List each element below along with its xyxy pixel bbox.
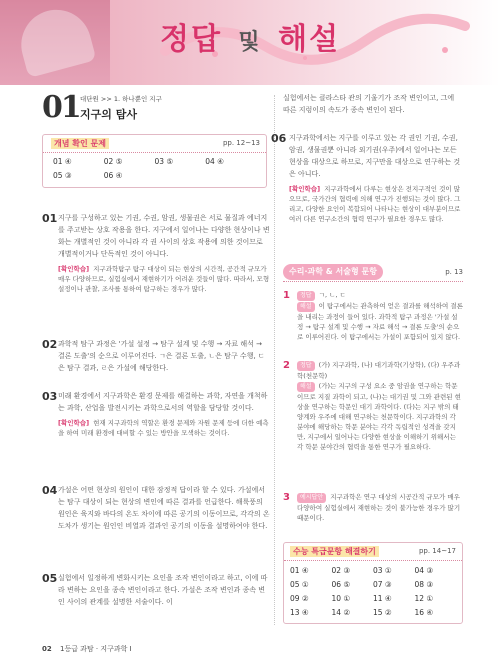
question-body — [297, 492, 463, 523]
page-title — [160, 14, 340, 58]
item-text — [58, 572, 270, 608]
suneung-item: 05 ① — [290, 580, 309, 589]
note-text: 현재 지구과학의 역할은 환경 문제와 자원 문제 등에 더한 예측을 하여 미래 환경에 대비할 수 있는 방안을 모색하는 것이다. — [58, 419, 269, 437]
answer-grid — [43, 153, 266, 183]
question-number: 1 — [283, 290, 290, 301]
note-tag: [확인학습] — [58, 265, 90, 273]
suneung-item: 12 ① — [414, 594, 434, 603]
item-number: 06 — [271, 132, 287, 145]
answer-value: ㄱ, ㄴ, ㄷ — [318, 291, 346, 299]
column-divider — [274, 95, 275, 625]
suneung-item: 03 ① — [373, 566, 392, 575]
question-body — [297, 290, 463, 342]
note-text: 지구과학탐구 탐구 대상이 되는 현상의 시간적, 공간적 규모가 매우 다양하므로, 실험실에서 재현하기가 어려운 것들이 많다. 따라서, 모형 설정이나 관찰, 조사를 통하여 탐구하는 경우가 많다. — [58, 265, 270, 293]
item-number: 03 — [42, 390, 58, 403]
item-note — [289, 184, 463, 224]
grade-section-pages: p. 13 — [445, 268, 463, 276]
title-word-mid: 및 — [238, 29, 262, 55]
right-column — [271, 92, 463, 632]
question-number: 3 — [283, 492, 290, 503]
answer-item: 01 ④ — [53, 157, 72, 166]
explanation-line — [297, 381, 463, 452]
answer-item — [155, 171, 206, 183]
answer-item: 05 ③ — [53, 171, 72, 180]
suneung-answer-box — [283, 542, 463, 624]
suneung-grid — [284, 561, 462, 623]
answer-box-header — [43, 135, 266, 153]
explanation-tag: 해설 — [297, 302, 315, 312]
answer-tag: 예시답안 — [297, 493, 326, 503]
explanation-text: (가)는 지구의 구성 요소 중 암권을 연구하는 학문이므로 지질 과학이 되고, (나)는 대기권 및 그와 관련된 현상을 연구하는 학문인 대기 과학이다. (다)는 지구 밖의 태양계와 우주에 대해 연구하는 천문학이다. 지구과학의 각 분야에 해당하는 학문 분야는 각각 독립적인 성격을 갖지만, 지구에서 일어나는 다양한 현상을 이해하기 위해서는 각 학문 분야간의 협력을 통한 연구가 필요하다. — [297, 382, 461, 451]
suneung-item: 16 ④ — [414, 608, 434, 617]
header-photo — [0, 0, 110, 85]
item-body: 지구과학에서는 지구를 이루고 있는 각 권인 기권, 수권, 암권, 생물권뿐 아니라 외기권(우주)에서 일어나는 모든 현상을 대상으로 하므로, 지구만을 대상으로 연구하는 것은 아니다. — [289, 134, 461, 178]
answer-tag: 정답 — [297, 361, 315, 371]
suneung-item: 15 ② — [373, 608, 392, 617]
answer-box — [42, 134, 267, 188]
explanation-text: 지구과학은 연구 대상의 시공간적 규모가 매우 다양하여 실험실에서 재현하는 것이 불가능한 경우가 많기 때문이다. — [297, 493, 461, 522]
note-tag: [확인학습] — [289, 185, 321, 193]
suneung-item: 07 ③ — [373, 580, 392, 589]
grade-section-header — [283, 264, 463, 282]
suneung-item: 09 ② — [290, 594, 309, 603]
left-column — [42, 90, 270, 632]
item-body: 과학적 탐구 과정은 '가설 설정 → 탐구 설계 및 수행 → 자료 해석 → 결론 도출'의 순으로 이루어진다. ㄱ은 결론 도출, ㄴ은 탐구 수행, ㄷ은 탐구 결과, ㄹ은 가설에 해당한다. — [58, 340, 265, 372]
item-number: 04 — [42, 484, 58, 497]
item-note — [58, 418, 270, 438]
continuation-body: 실험에서는 클라스타 관의 기울기가 조작 변인이고, 그에 따른 지렁이의 속도가 종속 변인이 된다. — [283, 94, 455, 114]
answer-item: 02 ⑤ — [103, 157, 123, 166]
item-text — [283, 132, 463, 224]
suneung-label: 수능 특급문항 해결하기 — [290, 546, 379, 557]
item-number: 05 — [42, 572, 58, 585]
item-body: 지구를 구성하고 있는 기권, 수권, 암권, 생물권은 서로 물질과 에너지를 주고받는 상호 작용을 한다. 지구에서 일어나는 다양한 현상이나 변화는 개별적인 것이 아니라 각 권 사이의 상호 작용에 의한 것이므로 개별적이거나 단독적인 것이 아니다. — [58, 214, 270, 258]
suneung-item: 13 ④ — [290, 608, 309, 617]
suneung-item: 02 ③ — [331, 566, 351, 575]
answer-item: 03 ⑤ — [154, 157, 174, 166]
item-body: 미래 환경에서 지구과학은 환경 문제를 해결하는 과학, 자연을 개척하는 과학, 산업을 발전시키는 과학으로서의 역할을 담당할 것이다. — [58, 392, 268, 412]
suneung-item: 04 ③ — [414, 566, 434, 575]
item-body: 가설은 어떤 현상의 원인이 대한 잠정적 답이라 할 수 있다. 가설에서는 탐구 대상이 되는 현상의 변인에 따른 결과를 언급한다. 해륙풍의 원인은 육지와 바다의 온도 차이에 따른 공기의 이동이므로, 각각의 온도차가 생기는 원인인 비열과 결과인 공기의 이동을 설명하여야 한다. — [58, 486, 270, 530]
answer-line — [297, 360, 463, 381]
section-heading — [42, 92, 267, 128]
page-footer — [42, 644, 132, 654]
answer-box-pages: pp. 12~13 — [222, 139, 260, 147]
explanation-text: 이 탐구에서는 관측하여 얻은 결과를 해석하여 결론을 내리는 과정이 들어 있다. 과학적 탐구 과정은 '가설 설정 → 탐구 설계 및 수행 → 자료 해석 → 결론 도출'의 순으로 이루어진다. 이 탐구에서는 가설이 포함되어 있지 않다. — [297, 302, 463, 341]
item-number: 01 — [42, 212, 58, 225]
item-note — [58, 264, 270, 294]
suneung-item: 08 ③ — [414, 580, 434, 589]
item-number: 02 — [42, 338, 58, 351]
breadcrumb: 대단원 >> 1. 하나뿐인 지구 — [80, 95, 162, 103]
question-number: 2 — [283, 360, 290, 371]
answer-value: (가) 지구과학, (나) 대기과학(기상학), (다) 우주과학(천문학) — [297, 361, 461, 380]
explanation-line — [297, 301, 463, 342]
suneung-pages: pp. 14~17 — [418, 547, 456, 555]
grade-section-label: 수리·과학 & 서술형 문항 — [283, 264, 383, 280]
answer-item: 06 ④ — [103, 171, 123, 180]
header-banner — [0, 0, 500, 85]
item-text — [58, 338, 270, 374]
suneung-item: 06 ⑤ — [331, 580, 351, 589]
item-text — [58, 212, 270, 294]
continuation-text — [283, 92, 463, 116]
suneung-item: 11 ④ — [373, 594, 392, 603]
note-text: 지구과학에서 다루는 현상은 전지구적인 것이 많으므로, 국가간의 협력에 의해 연구가 진행되는 것이 많다. 그리고, 다양한 요인이 복합되어 나타나는 현상이 대부분이므로 여러 다른 연구소간의 협력 연구가 필요한 경우도 많다. — [289, 185, 461, 223]
question-body — [297, 360, 463, 452]
answer-line — [297, 290, 463, 301]
answer-item — [205, 171, 256, 183]
title-word-a: 정답 — [160, 22, 222, 57]
item-body: 실험에서 일정하게 변화시키는 요인을 조작 변인이라고 하고, 이에 따라 변하는 요인을 종속 변인이라고 한다. 가설은 조작 변인과 종속 변인 사이의 관계를 설명한 서술이다. 이 — [58, 574, 268, 606]
suneung-item: 10 ① — [331, 594, 351, 603]
title-word-b: 해설 — [278, 22, 341, 57]
answer-box-label: 개념 확인 문제 — [51, 138, 109, 149]
section-title: 지구의 탐사 — [80, 108, 137, 121]
footer-text: 1등급 과탐 · 지구과학 I — [59, 645, 132, 653]
suneung-item: 14 ② — [331, 608, 351, 617]
answer-item: 04 ④ — [205, 157, 224, 166]
item-text — [58, 390, 270, 438]
explanation-item — [271, 132, 463, 224]
page-number: 02 — [42, 645, 52, 653]
note-tag: [확인학습] — [58, 419, 90, 427]
suneung-item: 01 ④ — [290, 566, 309, 575]
section-number: 01 — [42, 90, 80, 125]
answer-tag: 정답 — [297, 291, 315, 301]
explanation-tag: 해설 — [297, 382, 315, 392]
item-text — [58, 484, 270, 532]
suneung-header — [284, 543, 462, 561]
hand-image — [13, 2, 96, 78]
